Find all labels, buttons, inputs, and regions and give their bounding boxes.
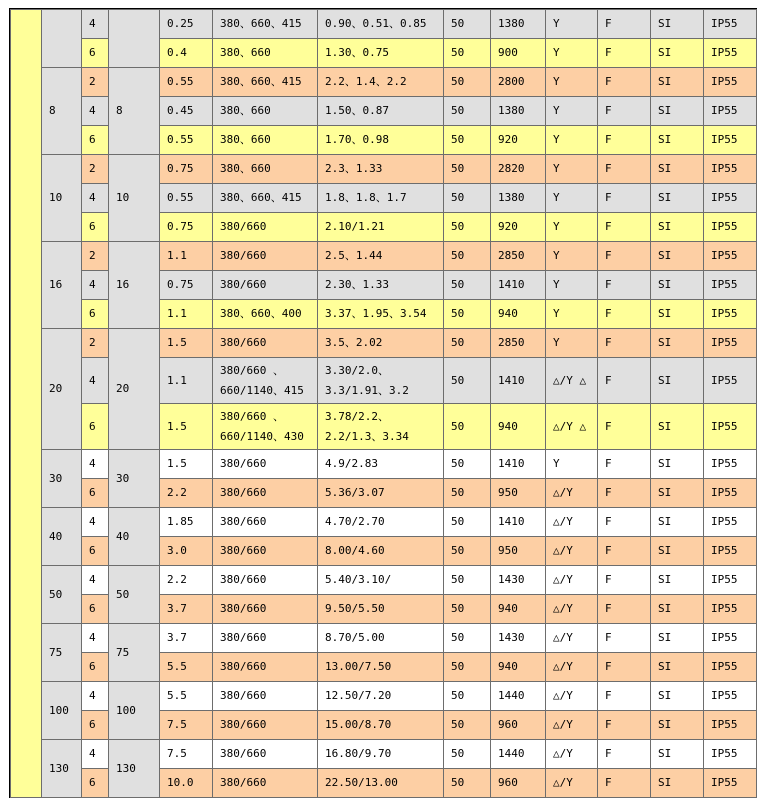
speed-cell: 1410: [491, 508, 546, 537]
voltage-cell: 380、660: [213, 39, 318, 68]
table-row: [11, 682, 757, 711]
frame-group-cell: 100: [42, 682, 82, 740]
power-cell: 0.45: [160, 97, 213, 126]
connection-cell: Y: [546, 213, 598, 242]
poles-cell: 4: [82, 271, 109, 300]
connection-cell: Y: [546, 300, 598, 329]
protection-cell: IP55: [704, 68, 757, 97]
insulation-cell: F: [598, 450, 651, 479]
protection-cell: IP55: [704, 769, 757, 798]
power-cell: 1.1: [160, 242, 213, 271]
poles-cell: 4: [82, 682, 109, 711]
connection-cell: △/Y: [546, 740, 598, 769]
voltage-cell: 380/660: [213, 242, 318, 271]
duty-cell: SI: [651, 271, 704, 300]
power-cell: 0.75: [160, 271, 213, 300]
voltage-cell: 380、660: [213, 155, 318, 184]
poles-cell: 4: [82, 624, 109, 653]
connection-cell: △/Y: [546, 537, 598, 566]
current-cell: 3.30/2.0、3.3/1.91、3.2: [318, 358, 444, 404]
power-cell: 0.25: [160, 10, 213, 39]
frequency-cell: 50: [444, 358, 491, 404]
voltage-cell: 380/660: [213, 740, 318, 769]
duty-cell: SI: [651, 682, 704, 711]
current-cell: 0.90、0.51、0.85: [318, 10, 444, 39]
protection-cell: IP55: [704, 624, 757, 653]
insulation-cell: F: [598, 769, 651, 798]
current-cell: 4.9/2.83: [318, 450, 444, 479]
frequency-cell: 50: [444, 329, 491, 358]
frequency-cell: 50: [444, 682, 491, 711]
power-cell: 0.75: [160, 213, 213, 242]
frequency-cell: 50: [444, 97, 491, 126]
speed-cell: 900: [491, 39, 546, 68]
protection-cell: IP55: [704, 10, 757, 39]
speed-cell: 1380: [491, 97, 546, 126]
speed-cell: 2850: [491, 242, 546, 271]
frame-size-cell: 30: [109, 450, 160, 508]
table-row: [11, 740, 757, 769]
duty-cell: SI: [651, 126, 704, 155]
current-cell: 3.37、1.95、3.54: [318, 300, 444, 329]
duty-cell: SI: [651, 404, 704, 450]
frame-size-cell: 16: [109, 242, 160, 329]
speed-cell: 1440: [491, 740, 546, 769]
insulation-cell: F: [598, 242, 651, 271]
frame-group-cell: [42, 10, 82, 68]
frequency-cell: 50: [444, 184, 491, 213]
protection-cell: IP55: [704, 595, 757, 624]
poles-cell: 6: [82, 126, 109, 155]
voltage-cell: 380/660: [213, 711, 318, 740]
side-strip: [11, 10, 42, 798]
frequency-cell: 50: [444, 653, 491, 682]
connection-cell: △/Y: [546, 479, 598, 508]
speed-cell: 920: [491, 213, 546, 242]
current-cell: 2.30、1.33: [318, 271, 444, 300]
insulation-cell: F: [598, 740, 651, 769]
frequency-cell: 50: [444, 242, 491, 271]
duty-cell: SI: [651, 566, 704, 595]
voltage-cell: 380/660: [213, 271, 318, 300]
table-row: [11, 329, 757, 358]
poles-cell: 2: [82, 155, 109, 184]
insulation-cell: F: [598, 595, 651, 624]
speed-cell: 1430: [491, 624, 546, 653]
power-cell: 0.55: [160, 126, 213, 155]
protection-cell: IP55: [704, 358, 757, 404]
current-cell: 8.00/4.60: [318, 537, 444, 566]
current-cell: 12.50/7.20: [318, 682, 444, 711]
voltage-cell: 380/660: [213, 213, 318, 242]
power-cell: 1.5: [160, 450, 213, 479]
table-row: [11, 10, 757, 39]
voltage-cell: 380/660: [213, 595, 318, 624]
current-cell: 3.5、2.02: [318, 329, 444, 358]
frame-group-cell: 75: [42, 624, 82, 682]
poles-cell: 6: [82, 769, 109, 798]
current-cell: 2.5、1.44: [318, 242, 444, 271]
duty-cell: SI: [651, 711, 704, 740]
frequency-cell: 50: [444, 537, 491, 566]
poles-cell: 4: [82, 184, 109, 213]
speed-cell: 1410: [491, 450, 546, 479]
protection-cell: IP55: [704, 97, 757, 126]
connection-cell: △/Y: [546, 624, 598, 653]
insulation-cell: F: [598, 329, 651, 358]
insulation-cell: F: [598, 566, 651, 595]
connection-cell: △/Y: [546, 566, 598, 595]
poles-cell: 6: [82, 300, 109, 329]
frequency-cell: 50: [444, 271, 491, 300]
poles-cell: 6: [82, 595, 109, 624]
duty-cell: SI: [651, 595, 704, 624]
poles-cell: 4: [82, 508, 109, 537]
motor-spec-table: [10, 9, 757, 798]
power-cell: 1.1: [160, 358, 213, 404]
power-cell: 2.2: [160, 479, 213, 508]
insulation-cell: F: [598, 711, 651, 740]
protection-cell: IP55: [704, 39, 757, 68]
connection-cell: △/Y △: [546, 358, 598, 404]
connection-cell: Y: [546, 39, 598, 68]
frame-size-cell: 50: [109, 566, 160, 624]
voltage-cell: 380、660: [213, 126, 318, 155]
insulation-cell: F: [598, 404, 651, 450]
frame-group-cell: 16: [42, 242, 82, 329]
poles-cell: 6: [82, 39, 109, 68]
current-cell: 8.70/5.00: [318, 624, 444, 653]
poles-cell: 4: [82, 10, 109, 39]
poles-cell: 2: [82, 68, 109, 97]
duty-cell: SI: [651, 242, 704, 271]
protection-cell: IP55: [704, 271, 757, 300]
table-row: [11, 68, 757, 97]
power-cell: 3.7: [160, 595, 213, 624]
poles-cell: 6: [82, 479, 109, 508]
poles-cell: 4: [82, 358, 109, 404]
power-cell: 3.7: [160, 624, 213, 653]
duty-cell: SI: [651, 39, 704, 68]
frame-size-cell: 75: [109, 624, 160, 682]
power-cell: 1.5: [160, 404, 213, 450]
insulation-cell: F: [598, 508, 651, 537]
frame-group-cell: 40: [42, 508, 82, 566]
frequency-cell: 50: [444, 126, 491, 155]
power-cell: 1.5: [160, 329, 213, 358]
speed-cell: 2850: [491, 329, 546, 358]
frequency-cell: 50: [444, 624, 491, 653]
frame-group-cell: 130: [42, 740, 82, 798]
table-row: [11, 450, 757, 479]
current-cell: 16.80/9.70: [318, 740, 444, 769]
power-cell: 3.0: [160, 537, 213, 566]
duty-cell: SI: [651, 155, 704, 184]
current-cell: 2.3、1.33: [318, 155, 444, 184]
connection-cell: △/Y: [546, 682, 598, 711]
insulation-cell: F: [598, 10, 651, 39]
connection-cell: △/Y: [546, 508, 598, 537]
duty-cell: SI: [651, 213, 704, 242]
voltage-cell: 380、660、415: [213, 10, 318, 39]
poles-cell: 6: [82, 404, 109, 450]
voltage-cell: 380/660: [213, 508, 318, 537]
speed-cell: 1410: [491, 358, 546, 404]
duty-cell: SI: [651, 329, 704, 358]
frequency-cell: 50: [444, 10, 491, 39]
duty-cell: SI: [651, 479, 704, 508]
duty-cell: SI: [651, 740, 704, 769]
frame-size-cell: 100: [109, 682, 160, 740]
frequency-cell: 50: [444, 595, 491, 624]
speed-cell: 940: [491, 300, 546, 329]
frequency-cell: 50: [444, 508, 491, 537]
poles-cell: 6: [82, 537, 109, 566]
frequency-cell: 50: [444, 39, 491, 68]
table-row: [11, 566, 757, 595]
poles-cell: 4: [82, 566, 109, 595]
power-cell: 0.55: [160, 184, 213, 213]
table-row: [11, 624, 757, 653]
duty-cell: SI: [651, 508, 704, 537]
protection-cell: IP55: [704, 300, 757, 329]
frame-size-cell: 8: [109, 68, 160, 155]
power-cell: 0.75: [160, 155, 213, 184]
connection-cell: Y: [546, 10, 598, 39]
connection-cell: △/Y: [546, 653, 598, 682]
power-cell: 1.85: [160, 508, 213, 537]
voltage-cell: 380、660、400: [213, 300, 318, 329]
protection-cell: IP55: [704, 508, 757, 537]
protection-cell: IP55: [704, 213, 757, 242]
poles-cell: 6: [82, 711, 109, 740]
voltage-cell: 380、660: [213, 97, 318, 126]
frequency-cell: 50: [444, 711, 491, 740]
connection-cell: △/Y: [546, 595, 598, 624]
poles-cell: 2: [82, 242, 109, 271]
connection-cell: △/Y △: [546, 404, 598, 450]
current-cell: 22.50/13.00: [318, 769, 444, 798]
table-row: [11, 155, 757, 184]
speed-cell: 950: [491, 479, 546, 508]
voltage-cell: 380/660: [213, 329, 318, 358]
speed-cell: 1380: [491, 10, 546, 39]
frequency-cell: 50: [444, 450, 491, 479]
frequency-cell: 50: [444, 213, 491, 242]
current-cell: 5.36/3.07: [318, 479, 444, 508]
frequency-cell: 50: [444, 155, 491, 184]
poles-cell: 6: [82, 213, 109, 242]
voltage-cell: 380/660: [213, 450, 318, 479]
power-cell: 2.2: [160, 566, 213, 595]
frame-size-cell: [109, 10, 160, 68]
frame-group-cell: 20: [42, 329, 82, 450]
insulation-cell: F: [598, 39, 651, 68]
connection-cell: Y: [546, 329, 598, 358]
power-cell: 0.55: [160, 68, 213, 97]
voltage-cell: 380/660 、660/1140、415: [213, 358, 318, 404]
current-cell: 1.8、1.8、1.7: [318, 184, 444, 213]
duty-cell: SI: [651, 300, 704, 329]
connection-cell: Y: [546, 242, 598, 271]
spec-table-frame: [9, 8, 757, 798]
power-cell: 7.5: [160, 740, 213, 769]
poles-cell: 4: [82, 97, 109, 126]
protection-cell: IP55: [704, 711, 757, 740]
insulation-cell: F: [598, 653, 651, 682]
voltage-cell: 380/660: [213, 653, 318, 682]
speed-cell: 2800: [491, 68, 546, 97]
power-cell: 1.1: [160, 300, 213, 329]
power-cell: 10.0: [160, 769, 213, 798]
speed-cell: 940: [491, 595, 546, 624]
speed-cell: 940: [491, 653, 546, 682]
frequency-cell: 50: [444, 300, 491, 329]
insulation-cell: F: [598, 624, 651, 653]
duty-cell: SI: [651, 358, 704, 404]
protection-cell: IP55: [704, 404, 757, 450]
duty-cell: SI: [651, 97, 704, 126]
speed-cell: 940: [491, 404, 546, 450]
poles-cell: 2: [82, 329, 109, 358]
insulation-cell: F: [598, 97, 651, 126]
insulation-cell: F: [598, 537, 651, 566]
duty-cell: SI: [651, 769, 704, 798]
protection-cell: IP55: [704, 566, 757, 595]
frequency-cell: 50: [444, 68, 491, 97]
insulation-cell: F: [598, 126, 651, 155]
insulation-cell: F: [598, 300, 651, 329]
power-cell: 7.5: [160, 711, 213, 740]
duty-cell: SI: [651, 450, 704, 479]
connection-cell: Y: [546, 184, 598, 213]
frequency-cell: 50: [444, 479, 491, 508]
protection-cell: IP55: [704, 242, 757, 271]
frame-size-cell: 20: [109, 329, 160, 450]
table-row: [11, 508, 757, 537]
frame-size-cell: 130: [109, 740, 160, 798]
poles-cell: 4: [82, 740, 109, 769]
frame-group-cell: 8: [42, 68, 82, 155]
protection-cell: IP55: [704, 184, 757, 213]
protection-cell: IP55: [704, 479, 757, 508]
duty-cell: SI: [651, 624, 704, 653]
voltage-cell: 380/660 、660/1140、430: [213, 404, 318, 450]
current-cell: 4.70/2.70: [318, 508, 444, 537]
protection-cell: IP55: [704, 682, 757, 711]
voltage-cell: 380/660: [213, 769, 318, 798]
voltage-cell: 380/660: [213, 682, 318, 711]
insulation-cell: F: [598, 682, 651, 711]
power-cell: 0.4: [160, 39, 213, 68]
speed-cell: 1430: [491, 566, 546, 595]
poles-cell: 4: [82, 450, 109, 479]
connection-cell: △/Y: [546, 769, 598, 798]
duty-cell: SI: [651, 68, 704, 97]
current-cell: 1.70、0.98: [318, 126, 444, 155]
insulation-cell: F: [598, 213, 651, 242]
voltage-cell: 380/660: [213, 624, 318, 653]
frequency-cell: 50: [444, 566, 491, 595]
current-cell: 2.10/1.21: [318, 213, 444, 242]
voltage-cell: 380/660: [213, 537, 318, 566]
insulation-cell: F: [598, 155, 651, 184]
insulation-cell: F: [598, 271, 651, 300]
speed-cell: 2820: [491, 155, 546, 184]
frequency-cell: 50: [444, 740, 491, 769]
frame-group-cell: 10: [42, 155, 82, 242]
connection-cell: Y: [546, 450, 598, 479]
voltage-cell: 380/660: [213, 566, 318, 595]
current-cell: 9.50/5.50: [318, 595, 444, 624]
spec-table-body: [11, 10, 757, 798]
poles-cell: 6: [82, 653, 109, 682]
insulation-cell: F: [598, 184, 651, 213]
power-cell: 5.5: [160, 682, 213, 711]
frame-group-cell: 30: [42, 450, 82, 508]
voltage-cell: 380、660、415: [213, 68, 318, 97]
frame-size-cell: 10: [109, 155, 160, 242]
current-cell: 5.40/3.10/: [318, 566, 444, 595]
protection-cell: IP55: [704, 155, 757, 184]
current-cell: 2.2、1.4、2.2: [318, 68, 444, 97]
connection-cell: △/Y: [546, 711, 598, 740]
power-cell: 5.5: [160, 653, 213, 682]
current-cell: 1.30、0.75: [318, 39, 444, 68]
voltage-cell: 380/660: [213, 479, 318, 508]
current-cell: 15.00/8.70: [318, 711, 444, 740]
frame-size-cell: 40: [109, 508, 160, 566]
duty-cell: SI: [651, 184, 704, 213]
frame-group-cell: 50: [42, 566, 82, 624]
speed-cell: 960: [491, 769, 546, 798]
table-row: [11, 242, 757, 271]
duty-cell: SI: [651, 653, 704, 682]
insulation-cell: F: [598, 479, 651, 508]
connection-cell: Y: [546, 155, 598, 184]
insulation-cell: F: [598, 68, 651, 97]
duty-cell: SI: [651, 10, 704, 39]
duty-cell: SI: [651, 537, 704, 566]
protection-cell: IP55: [704, 450, 757, 479]
frequency-cell: 50: [444, 404, 491, 450]
connection-cell: Y: [546, 271, 598, 300]
speed-cell: 960: [491, 711, 546, 740]
protection-cell: IP55: [704, 126, 757, 155]
connection-cell: Y: [546, 97, 598, 126]
insulation-cell: F: [598, 358, 651, 404]
speed-cell: 950: [491, 537, 546, 566]
speed-cell: 1410: [491, 271, 546, 300]
current-cell: 3.78/2.2、2.2/1.3、3.34: [318, 404, 444, 450]
speed-cell: 920: [491, 126, 546, 155]
protection-cell: IP55: [704, 537, 757, 566]
connection-cell: Y: [546, 126, 598, 155]
protection-cell: IP55: [704, 329, 757, 358]
voltage-cell: 380、660、415: [213, 184, 318, 213]
speed-cell: 1380: [491, 184, 546, 213]
frequency-cell: 50: [444, 769, 491, 798]
protection-cell: IP55: [704, 653, 757, 682]
protection-cell: IP55: [704, 740, 757, 769]
current-cell: 1.50、0.87: [318, 97, 444, 126]
current-cell: 13.00/7.50: [318, 653, 444, 682]
connection-cell: Y: [546, 68, 598, 97]
speed-cell: 1440: [491, 682, 546, 711]
